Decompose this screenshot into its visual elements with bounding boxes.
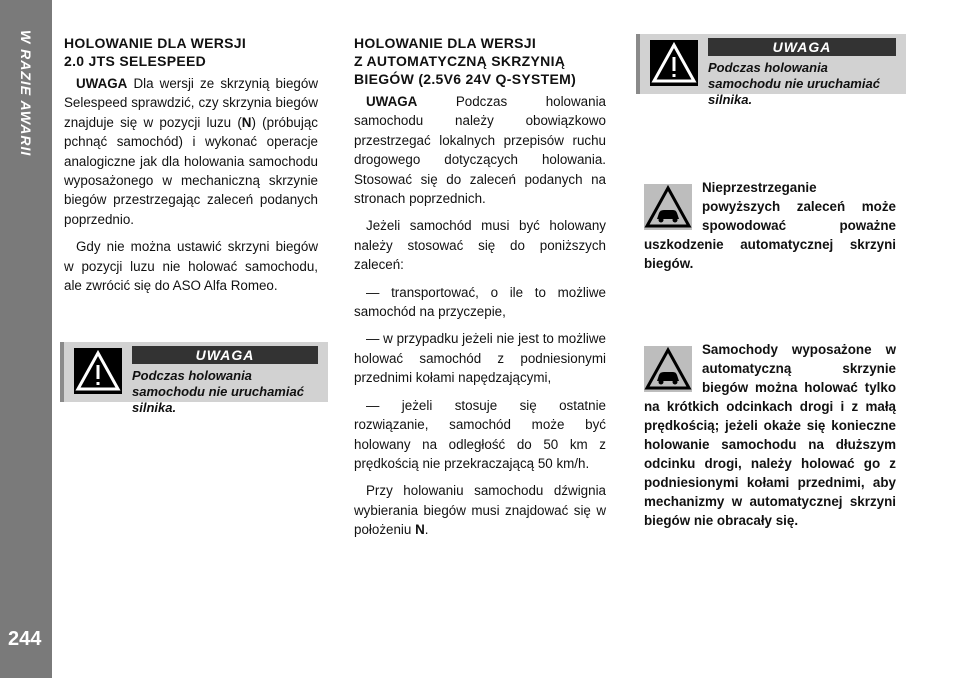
heading-selespeed <box>64 34 318 70</box>
warning-triangle-icon <box>650 40 698 86</box>
paragraph: — w przypadku jeżeli nie jest to możliwe holować samochód z podniesionymi przednimi kołami napędzającymi, <box>354 331 606 386</box>
notice-text: Samochody wyposażone w automatyczną skrzynie biegów można holować tylko na krótkich odcinkach drogi i z małą prędkością; jeżeli okaże się konieczne holowanie samochodu na dłuższym odcinku drogi, należy holować go z podniesionymi kołami przednimi, aby mechanizmy w automatycznej skrzyni biegów nie obracały się. <box>644 342 896 528</box>
warning-triangle-icon <box>74 348 122 394</box>
warning-text: Podczas holowania samochodu nie uruchamiać silnika. <box>708 60 880 107</box>
paragraph: Jeżeli samochód musi być holowany należy stosować się do poniższych zaleceń: <box>354 218 606 273</box>
paragraph <box>64 74 318 229</box>
warning-box <box>60 342 328 415</box>
heading-line: 2.0 JTS SELESPEED <box>64 53 207 69</box>
notice-short-distance <box>644 340 896 530</box>
paragraph: — transportować, o ile to możliwe samochód na przyczepie, <box>354 284 606 320</box>
paragraph-text: . <box>424 522 429 538</box>
paragraph-text: ) (próbując pchnąć samochód) i wykonać operacje analogiczne jak dla holowania samochodu wyposażonego w mechaniczną skrzynie biegów przestrzegając zaleceń podanych poprzednio. <box>64 114 318 227</box>
section-label <box>6 30 46 230</box>
gear-position: N <box>415 522 425 538</box>
notice-text: Nieprzestrzeganie powyższych zaleceń może spowodować poważne uszkodzenie automatycznej skrzyni biegów. <box>644 180 896 271</box>
paragraph: — jeżeli stosuje się ostatnie rozwiązanie, samochód może być holowany na odległość do 50 km z prędkością nie przekraczającą 50 km/h. <box>354 397 606 471</box>
paragraph-text: Podczas holowania samochodu należy obowiązkowo przestrzegać lokalnych przepisów ruchu drogowego dotyczących holowania. Stosować się do zaleceń podanych na stronach poprzednich. <box>354 94 606 207</box>
section-sidebar <box>0 0 52 678</box>
paragraph-text: Przy holowaniu samochodu dźwignia wybierania biegów musi znajdować się w położeniu <box>354 483 606 538</box>
paragraph: Gdy nie można ustawić skrzyni biegów w pozycji luzu nie holować samochodu, ale zwrócić się do ASO Alfa Romeo. <box>64 239 318 294</box>
column-automatic <box>354 34 606 548</box>
uwaga-label: UWAGA <box>76 76 128 91</box>
paragraph-text: Dla wersji ze skrzynią biegów Selespeed sprawdzić, czy skrzynia biegów znajduje się w pozycji luzu ( <box>64 76 318 130</box>
car-triangle-icon <box>644 184 692 230</box>
heading-line: HOLOWANIE DLA WERSJI <box>64 35 247 51</box>
page-number: 244 <box>8 628 42 650</box>
warning-label: UWAGA <box>708 38 896 56</box>
heading-line: HOLOWANIE DLA WERSJI <box>354 35 537 51</box>
notice-damage <box>644 178 896 273</box>
warning-label: UWAGA <box>132 346 318 364</box>
heading-automatic <box>354 34 606 88</box>
section-title: W RAZIE AWARII <box>18 30 34 157</box>
column-selespeed <box>64 34 318 303</box>
heading-line: BIEGÓW (2.5V6 24V Q-SYSTEM) <box>354 71 577 87</box>
uwaga-label: UWAGA <box>366 94 418 109</box>
gear-position: N <box>241 114 252 130</box>
heading-line: Z AUTOMATYCZNĄ SKRZYNIĄ <box>354 53 566 69</box>
paragraph <box>354 92 606 208</box>
paragraph <box>354 481 606 539</box>
car-triangle-icon <box>644 346 692 392</box>
warning-text: Podczas holowania samochodu nie uruchamiać silnika. <box>132 368 304 415</box>
warning-box <box>636 34 906 107</box>
